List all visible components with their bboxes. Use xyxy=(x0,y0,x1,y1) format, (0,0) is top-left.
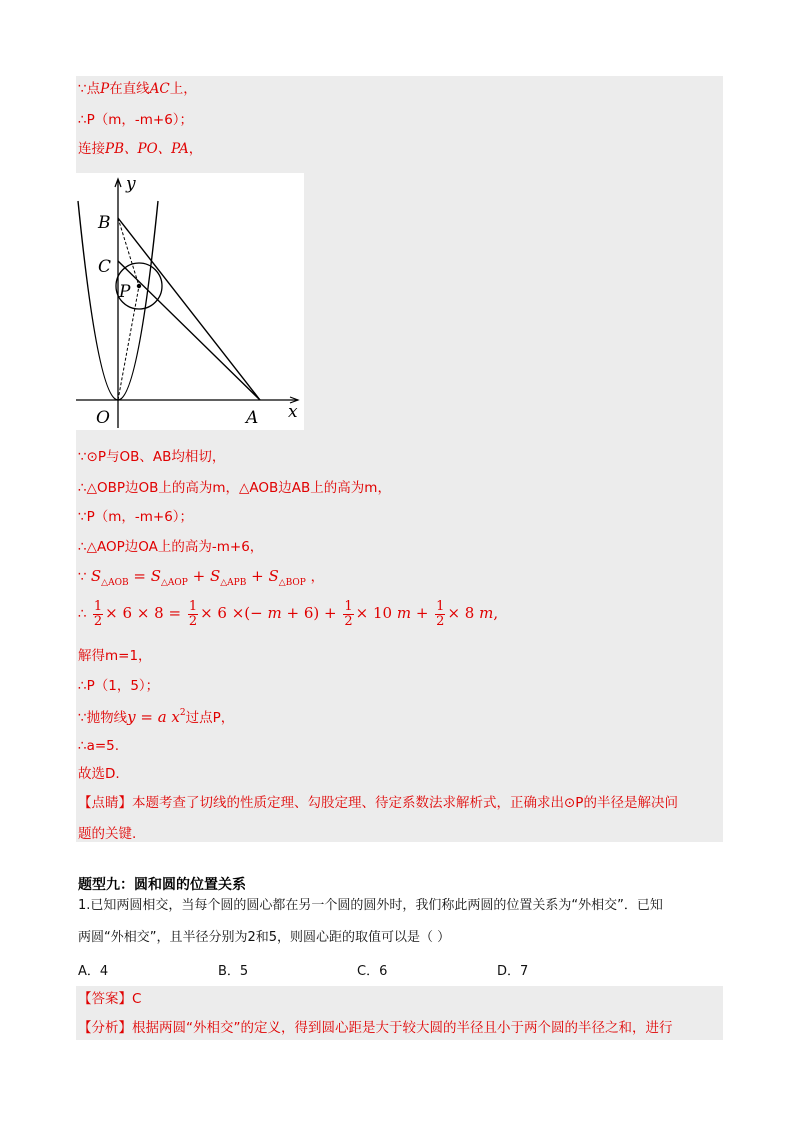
solution-line-3 xyxy=(78,140,202,158)
label-C: C xyxy=(98,257,112,277)
solution-line-7: ∴△AOP边OA上的高为-m+6， xyxy=(78,539,264,555)
option-d: D．7 xyxy=(497,964,529,979)
label-A: A xyxy=(246,408,259,428)
tag: 【答案】 xyxy=(78,991,132,1007)
section-title: 题型九：圆和圆的位置关系 xyxy=(78,877,246,893)
solution-line-4: ∵⊙P与OB、AB均相切， xyxy=(78,449,226,465)
solution-line-1 xyxy=(78,80,197,98)
option-c: C．6 xyxy=(357,964,388,979)
text: 本题考查了切线的性质定理、勾股定理、待定系数法求解析式，正确求出⊙P的半径是解决问 xyxy=(132,795,678,811)
text: ∴ xyxy=(78,606,87,622)
option-b: B．5 xyxy=(218,964,249,979)
parabola-formula: y = a $x^2$ xyxy=(127,708,186,726)
solution-line-2: ∴P（m，-m+6）； xyxy=(78,112,194,128)
text: AC xyxy=(149,81,170,97)
label-B: B xyxy=(98,213,111,233)
geometry-figure xyxy=(76,173,304,430)
text: ∵ xyxy=(78,569,87,585)
answer-value: C xyxy=(132,991,142,1007)
solution-line-10: 解得m=1， xyxy=(78,648,152,664)
solution-line-6: ∵P（m，-m+6）； xyxy=(78,509,194,525)
solution-line-13: ∴a=5. xyxy=(78,738,120,754)
text: 在直线 xyxy=(109,81,150,97)
question-line-1: 1.已知两圆相交，当每个圆的圆心都在另一个圆的圆外时，我们称此两圆的位置关系为“外相交”．已知 xyxy=(78,898,663,913)
text: ∵抛物线 xyxy=(78,710,128,726)
analysis-line xyxy=(78,1019,673,1037)
tag: 【点睛】 xyxy=(78,795,132,811)
text: ∵点 xyxy=(78,81,101,97)
label-y: y xyxy=(126,174,136,194)
solution-line-16: 题的关键. xyxy=(78,826,137,842)
solution-line-15 xyxy=(78,794,678,812)
text: ， xyxy=(188,141,203,157)
solution-line-8 xyxy=(78,567,324,592)
solution-line-11: ∴P（1，5）； xyxy=(78,678,160,694)
answer-line xyxy=(78,990,141,1008)
tag: 【分析】 xyxy=(78,1020,132,1036)
solution-line-9 xyxy=(78,598,498,629)
label-P: P xyxy=(119,282,131,302)
text: 连接 xyxy=(78,141,105,157)
text: 根据两圆“外相交”的定义，得到圆心距是大于较大圆的半径且小于两个圆的半径之和，进行 xyxy=(132,1020,673,1036)
text: PB、PO、PA xyxy=(105,141,189,157)
option-a: A．4 xyxy=(78,964,109,979)
solution-line-5: ∴△OBP边OB上的高为m，△AOB边AB上的高为m， xyxy=(78,480,391,496)
text: ， xyxy=(310,569,325,585)
area-expansion-equation: $\frac{1}{2}$ × 6 × 8 = $\frac{1}{2}$ × 6 ×(− m + 6) + $\frac{1}{2}$ × 10 m + $\frac{1}{2}$ × 8 m, xyxy=(93,598,499,629)
label-O: O xyxy=(96,408,110,428)
solution-line-14: 故选D. xyxy=(78,766,120,782)
text: 上， xyxy=(169,81,197,97)
area-equation: $S_{\triangle AOB} = S_{\triangle AOP} + S_{\triangle APB} + S_{\triangle BOP}$ xyxy=(90,567,306,588)
question-line-2: 两圆“外相交”，且半径分别为2和5，则圆心距的取值可以是（ ） xyxy=(78,930,451,945)
text: P xyxy=(100,81,110,97)
label-x: x xyxy=(288,402,298,422)
solution-line-12 xyxy=(78,704,234,727)
text: 过点P， xyxy=(185,710,235,726)
point-P xyxy=(137,284,141,288)
